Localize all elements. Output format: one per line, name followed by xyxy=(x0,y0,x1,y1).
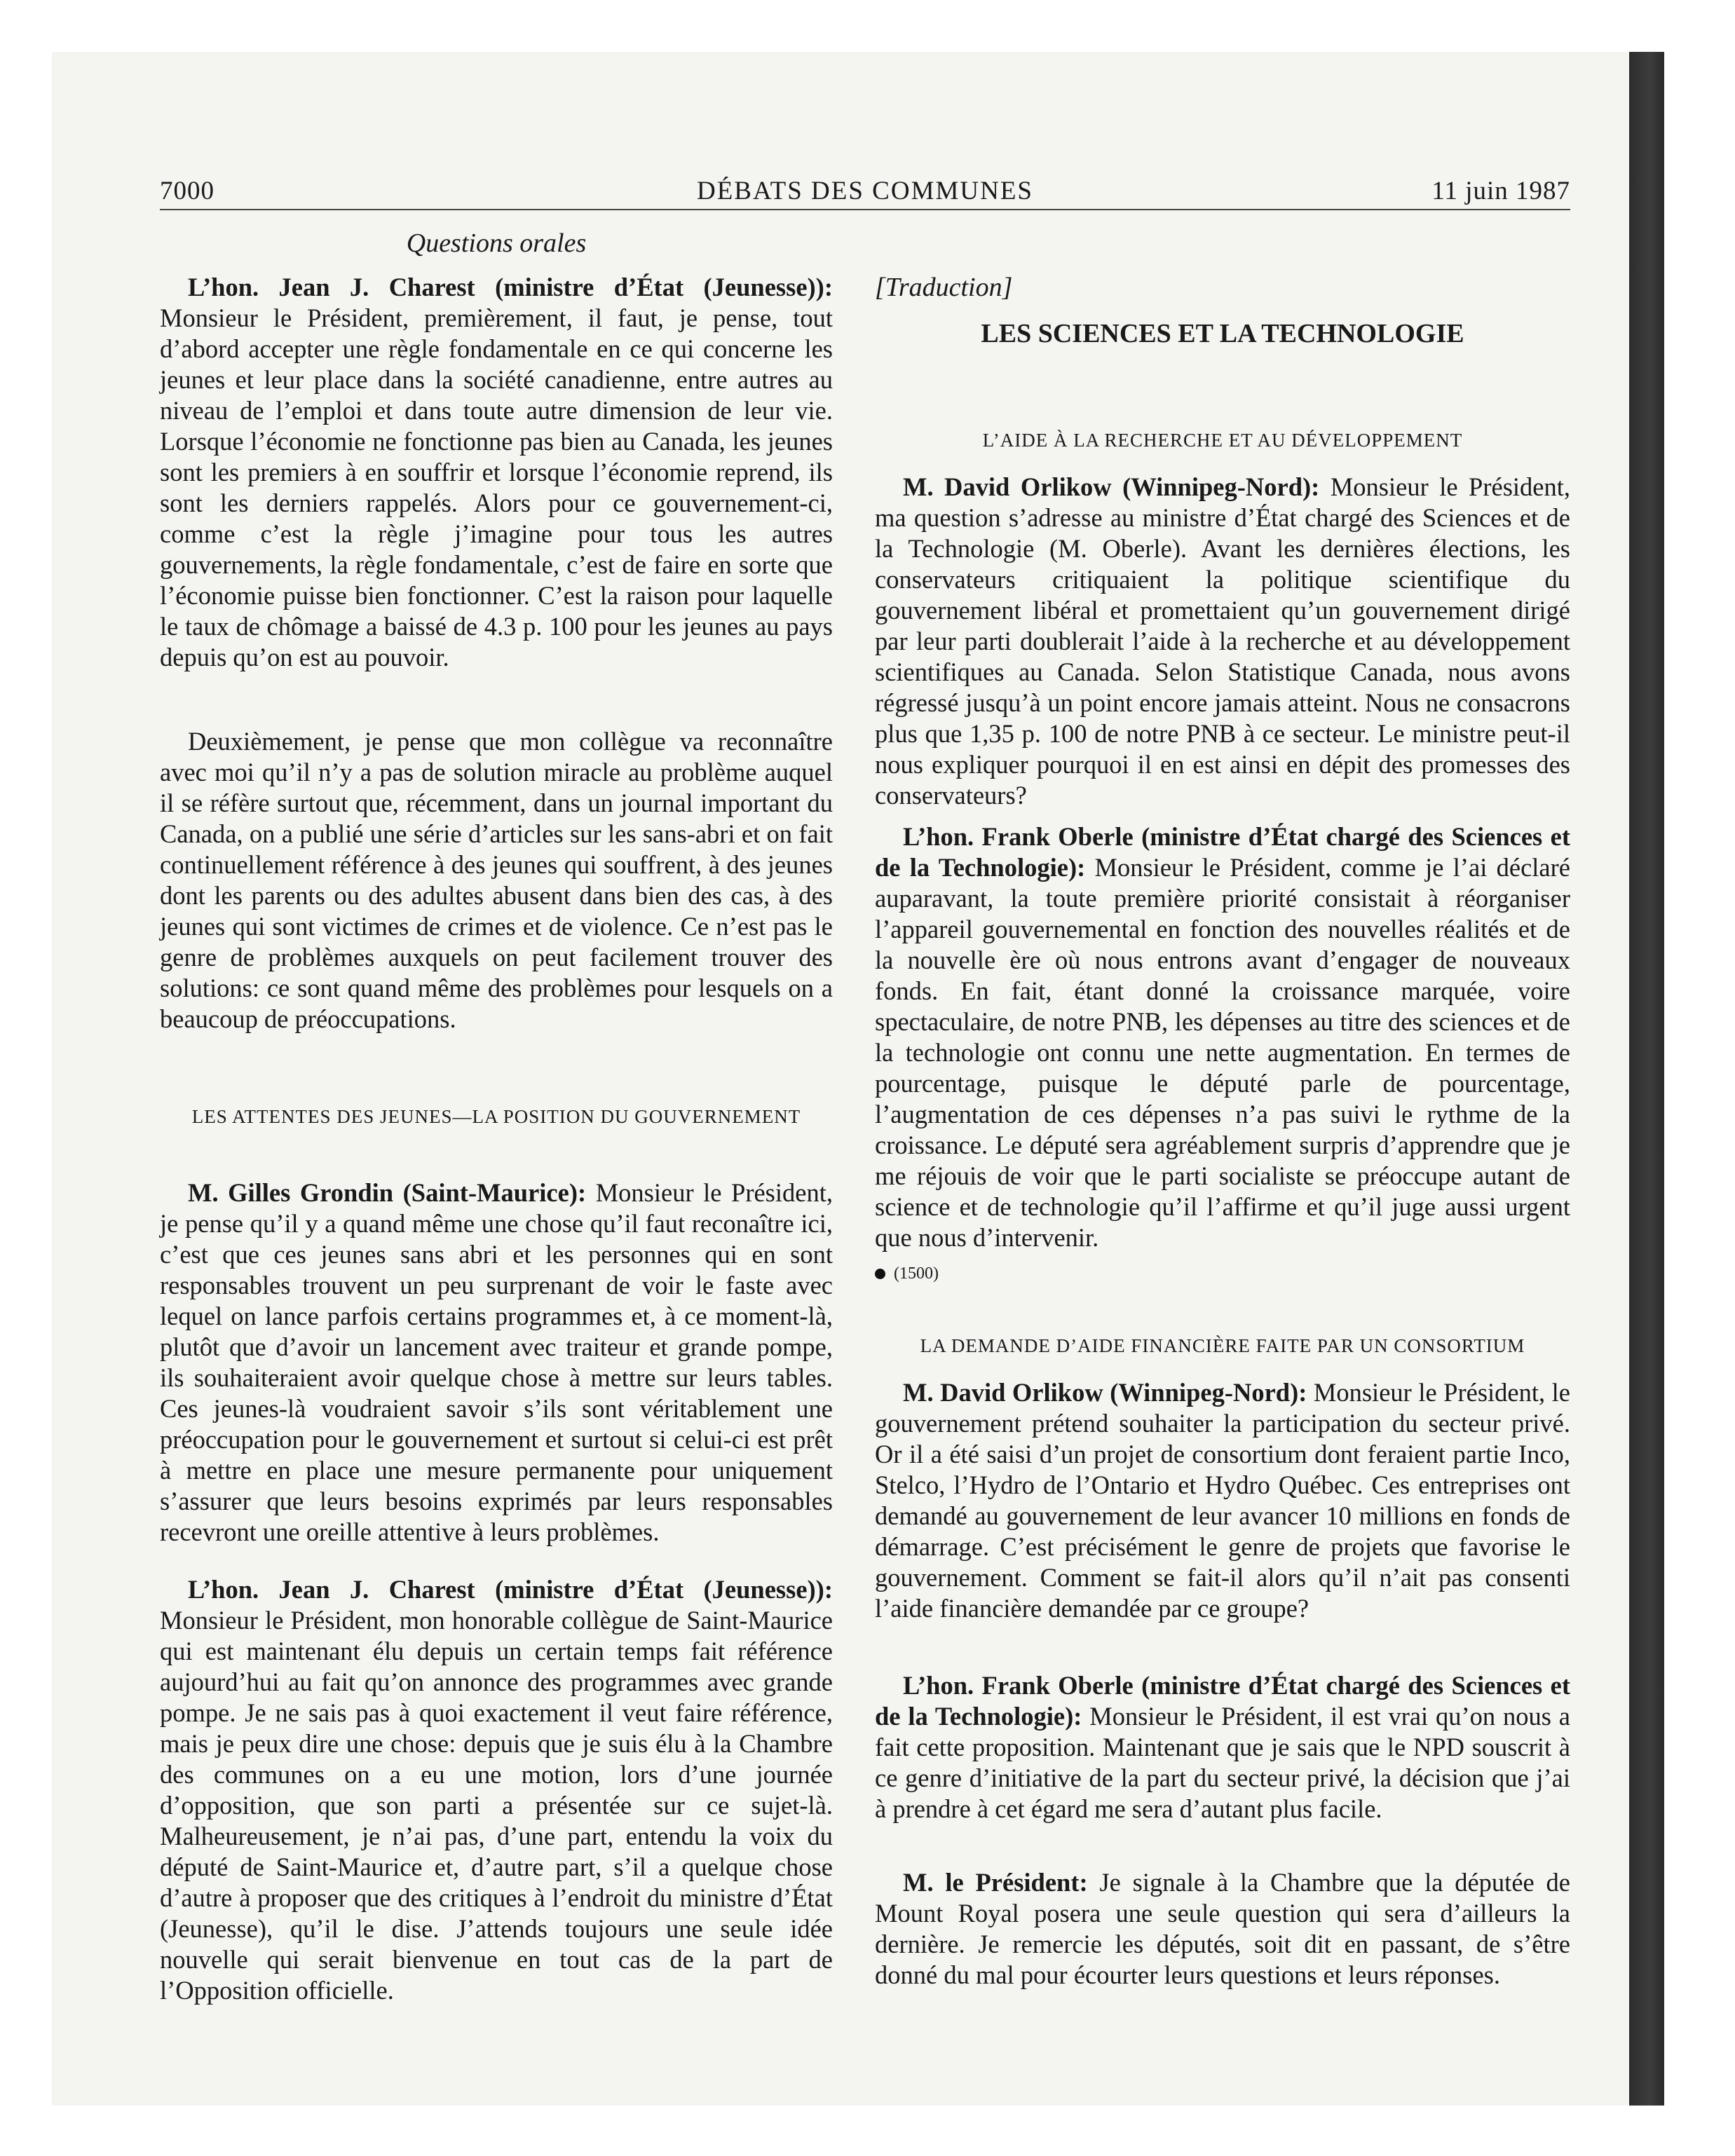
speech-text: Je signale à la Chambre que la députée de Mount Royal posera une seule question qui sera d’ailleurs la dernière. Je remercie les députés, soit dit en passant, de s’être donné du mal pour écourter leurs questions et leurs réponses. xyxy=(875,1868,1570,1989)
speaker-name: M. Gilles Grondin (Saint-Maurice): xyxy=(188,1178,587,1207)
speech-paragraph xyxy=(875,1377,1570,1624)
speech-paragraph xyxy=(160,1178,833,1548)
speaker-name: L’hon. Frank Oberle (ministre d’État chargé des Sciences et de la Technologie): xyxy=(875,1671,1570,1731)
subheading: LES ATTENTES DES JEUNES—LA POSITION DU GOUVERNEMENT xyxy=(191,1106,801,1127)
speech-paragraph xyxy=(875,1670,1570,1824)
bullet-icon xyxy=(875,1269,885,1279)
speech-paragraph xyxy=(160,272,833,673)
speech-text: Deuxièmement, je pense que mon collègue va reconnaître avec moi qu’il n’y a pas de solution miracle au problème auquel il se réfère surtout que, récemment, dans un journal important du Canada, on a publié une série d’articles sur les sans-abri et on fait continuellement référence à des jeunes qui souffrent, à des jeunes dont les parents ou des adultes abusent dans bien des cas, à des jeunes qui sont victimes de crimes et de violence. Ce n’est pas le genre de problèmes auxquels on peut facilement trouver des solutions: ce sont quand même des problèmes pour lesquels on a beaucoup de préoccupations. xyxy=(160,727,833,1033)
speaker-name: L’hon. Frank Oberle (ministre d’État chargé des Sciences et de la Technologie): xyxy=(875,822,1570,882)
speech-text: Monsieur le Président, je pense qu’il y a quand même une chose qu’il faut reconaître ici, c’est que ces jeunes sans abri et les personnes qui en sont responsables trouvent un peu surprenant de voir le faste avec lequel on lance parfois certains programmes et, à ce moment-là, plutôt que d’avoir un lancement avec traiteur et grande pompe, ils souhaiteraient avoir quelque chose à mettre sur leurs tables. Ces jeunes-là voudraient savoir s’ils sont véritablement une préoccupation pour le gouvernement et surtout si celui-ci est prêt à mettre en place une mesure permanente pour uniquement s’assurer que leurs besoins exprimés par leurs responsables recevront une oreille attentive à leurs problèmes. xyxy=(160,1178,833,1546)
speech-paragraph xyxy=(875,472,1570,811)
speech-paragraph xyxy=(160,726,833,1035)
translation-note: [Traduction] xyxy=(875,273,1013,302)
subheading: L’AIDE À LA RECHERCHE ET AU DÉVELOPPEMENT xyxy=(982,430,1463,451)
section-heading: LES SCIENCES ET LA TECHNOLOGIE xyxy=(981,319,1464,348)
speech-text: Monsieur le Président, comme je l’ai déclaré auparavant, la toute première priorité consistait à réorganiser l’appareil gouvernemental en fonction des nouvelles réalités et de la nouvelle ère où nous entrons avant d’engager de nouveaux fonds. En fait, étant donné la croissance marquée, voire spectaculaire, de notre PNB, les dépenses au titre des sciences et de la technologie ont connu une nette augmentation. En termes de pourcentage, puisque le député parle de pourcentage, l’augmentation de ces dépenses n’a pas suivi le rythme de la croissance. Le député sera agréablement surpris d’apprendre que je me réjouis de voir que le parti socialiste se préoccupe autant de science et de technologie qu’il l’affirme et qu’il juge aussi urgent que nous d’intervenir. xyxy=(875,853,1570,1252)
speech-text: Monsieur le Président, le gouvernement prétend souhaiter la participation du secteur privé. Or il a été saisi d’un projet de consortium dont feraient partie Inco, Stelco, l’Hydro de l’Ontario et Hydro Québec. Ces entreprises ont demandé au gouvernement de leur avancer 10 millions en fonds de démarrage. C’est précisément le genre de projets que favorise le gouvernement. Comment se fait-il alors qu’il n’ait pas consenti l’aide financière demandée par ce groupe? xyxy=(875,1378,1570,1623)
speaker-name: M. le Président: xyxy=(903,1868,1088,1897)
time-marker-text: (1500) xyxy=(894,1264,939,1283)
speaker-name: L’hon. Jean J. Charest (ministre d’État (Jeunesse)): xyxy=(188,273,833,301)
speech-text: Monsieur le Président, mon honorable collègue de Saint-Maurice qui est maintenant élu depuis un certain temps fait référence aujourd’hui au fait qu’on annonce des programmes avec grande pompe. Je ne sais pas à quoi exactement il veut faire référence, mais je peux dire une chose: depuis que je suis élu à la Chambre des communes on a eu une motion, lors d’une journée d’opposition, que son parti a présentée sur ce sujet-là. Malheureusement, je n’ai pas, d’une part, entendu la voix du député de Saint-Maurice et, d’autre part, s’il a quelque chose d’autre à proposer que des critiques à l’endroit du ministre d’État (Jeunesse), qu’il le dise. J’attends toujours une seule idée nouvelle qui serait bienvenue en tout cas de la part de l’Opposition officielle. xyxy=(160,1606,833,2005)
speech-paragraph xyxy=(875,1867,1570,1991)
speaker-name: M. David Orlikow (Winnipeg-Nord): xyxy=(903,472,1320,501)
speaker-name: M. David Orlikow (Winnipeg-Nord): xyxy=(903,1378,1307,1407)
time-marker xyxy=(875,1258,939,1289)
speech-text: Monsieur le Président, premièrement, il faut, je pense, tout d’abord accepter une règle fondamentale en ce qui concerne les jeunes et leur place dans la société canadienne, entre autres au niveau de l’emploi et dans toute autre dimension de leur vie. Lorsque l’économie ne fonctionne pas bien au Canada, les jeunes sont les premiers à en souffrir et lorsque l’économie reprend, ils sont les derniers rappelés. Alors pour ce gouvernement-ci, comme c’est la règle j’imagine pour tous les autres gouvernements, la règle fondamentale, c’est de faire en sorte que l’économie puisse bien fonctionner. C’est la raison pour laquelle le taux de chômage a baissé de 4.3 p. 100 pour les jeunes au pays depuis qu’on est au pouvoir. xyxy=(160,303,833,671)
issue-date: 11 juin 1987 xyxy=(1431,177,1570,205)
page-number: 7000 xyxy=(160,177,215,205)
speech-paragraph xyxy=(160,1574,833,2006)
running-header xyxy=(160,175,1570,212)
header-rule xyxy=(160,209,1570,210)
scan-edge-shadow xyxy=(1629,52,1664,2106)
speech-text: Monsieur le Président, ma question s’adresse au ministre d’État chargé des Sciences et de la Technologie (M. Oberle). Avant les dernières élections, les conservateurs critiquaient la politique scientifique du gouvernement libéral et promettaient qu’un gouvernement dirigé par leur parti doublerait l’aide à la recherche et au développement scientifiques au Canada. Selon Statistique Canada, nous avons régressé jusqu’à un point encore jamais atteint. Nous ne consacrons plus que 1,35 p. 100 de notre PNB à ce secteur. Le ministre peut-il nous expliquer pourquoi il en est ainsi en dépit des promesses des conservateurs? xyxy=(875,472,1571,810)
speaker-name: L’hon. Jean J. Charest (ministre d’État (Jeunesse)): xyxy=(188,1575,833,1604)
journal-title: DÉBATS DES COMMUNES xyxy=(696,177,1033,205)
subheading: LA DEMANDE D’AIDE FINANCIÈRE FAITE PAR UN CONSORTIUM xyxy=(920,1335,1525,1356)
speech-text: Monsieur le Président, il est vrai qu’on nous a fait cette proposition. Maintenant que je sais que le NPD souscrit à ce genre d’initiative de la part du secteur privé, la décision que j’ai à prendre à cet égard me sera d’autant plus facile. xyxy=(875,1702,1570,1823)
section-title: Questions orales xyxy=(406,228,587,258)
speech-paragraph xyxy=(875,821,1570,1253)
